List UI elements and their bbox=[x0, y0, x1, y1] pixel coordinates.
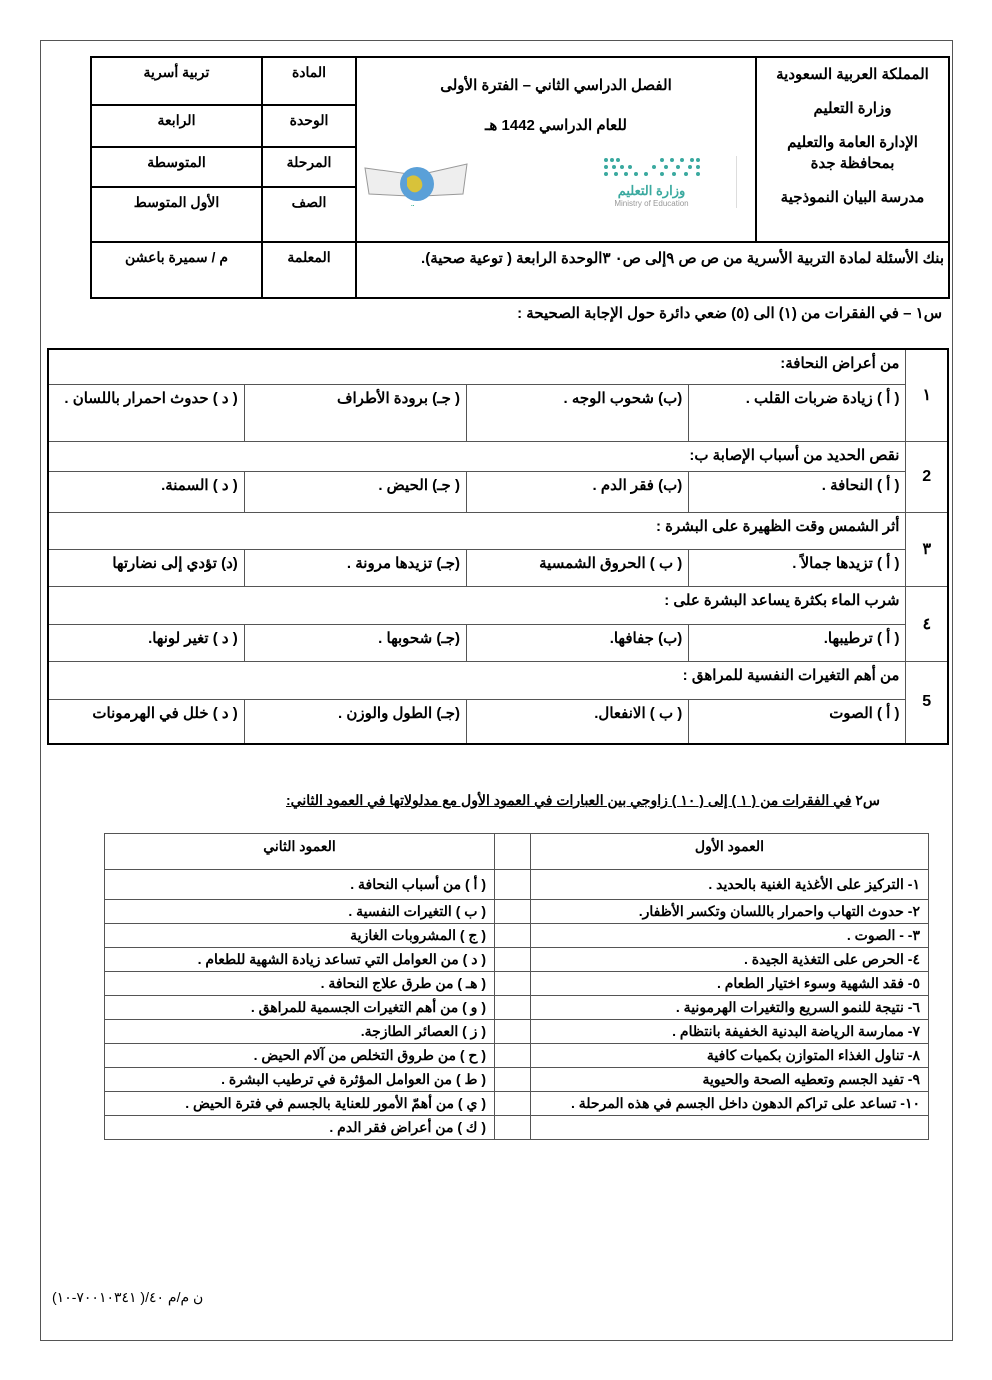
answer-blank[interactable] bbox=[495, 1116, 531, 1140]
answer-blank[interactable] bbox=[495, 948, 531, 972]
matching-row bbox=[105, 1068, 929, 1092]
q2-matching-table bbox=[104, 833, 929, 1140]
question-number: ١ bbox=[906, 349, 948, 441]
col1-item: ٣- - الصوت . bbox=[531, 924, 929, 948]
answer-blank[interactable] bbox=[495, 1068, 531, 1092]
col1-item: ٧- ممارسة الرياضة البدنية الخفيفة بانتظام . bbox=[531, 1020, 929, 1044]
answer-option[interactable]: ( أ ) الصوت bbox=[689, 699, 906, 744]
answer-blank[interactable] bbox=[495, 996, 531, 1020]
question-stem-row bbox=[48, 661, 948, 699]
answer-option[interactable]: ( أ ) النحافة . bbox=[689, 471, 906, 512]
country: المملكة العربية السعودية bbox=[776, 66, 929, 83]
col2-item: ( و ) من أهم التغيرات الجسمية للمراهق . bbox=[105, 996, 495, 1020]
ministry-logo-ar: وزارة التعليم bbox=[617, 183, 686, 198]
answer-option[interactable]: ( د ) تغير لونها. bbox=[48, 624, 244, 661]
q1-table bbox=[47, 348, 949, 745]
col1-item: ٢- حدوث التهاب واحمرار باللسان وتكسر الأظفار. bbox=[531, 900, 929, 924]
question-stem: أثر الشمس وقت الظهيرة على البشرة : bbox=[48, 512, 906, 549]
school-name: مدرسة البيان النموذجية bbox=[780, 189, 925, 206]
answer-option[interactable]: ( ب ) الانفعال. bbox=[467, 699, 689, 744]
answer-option[interactable]: ( د ) حدوث احمرار باللسان . bbox=[48, 384, 244, 441]
col2-item: ( ب ) التغيرات النفسية . bbox=[105, 900, 495, 924]
col1-item: ٤- الحرص على التغذية الجيدة . bbox=[531, 948, 929, 972]
teacher-label: المعلمة bbox=[262, 242, 356, 298]
question-number: 5 bbox=[906, 661, 948, 744]
matching-row bbox=[105, 972, 929, 996]
col2-item: ( د ) من العوامل التي تساعد زيادة الشهية للطعام . bbox=[105, 948, 495, 972]
grade-label: الصف bbox=[262, 187, 356, 242]
answer-option[interactable]: ( ب ) الحروق الشمسية bbox=[467, 549, 689, 586]
ministry-dots-icon bbox=[602, 156, 702, 180]
stage-value: المتوسطة bbox=[91, 147, 262, 187]
directorate: الإدارة العامة والتعليم بمحافظة جدة bbox=[787, 133, 918, 173]
header-table bbox=[90, 56, 950, 299]
answer-blank[interactable] bbox=[495, 900, 531, 924]
answer-blank[interactable] bbox=[495, 1020, 531, 1044]
subject-label: المادة bbox=[262, 57, 356, 105]
year: للعام الدراسي 1442 هـ bbox=[485, 117, 627, 134]
question-stem: من أهم التغيرات النفسية للمراهق : bbox=[48, 661, 906, 699]
question-number: ٤ bbox=[906, 586, 948, 661]
col2-item: ( ط ) من العوامل المؤثرة في ترطيب البشرة . bbox=[105, 1068, 495, 1092]
col1-item: ٨- تناول الغذاء المتوازن بكميات كافية bbox=[531, 1044, 929, 1068]
grade-value: الأول المتوسط bbox=[91, 187, 262, 242]
answer-option[interactable]: ( د ) السمنة. bbox=[48, 471, 244, 512]
col2-item: ( ح ) من طروق التخلص من آلام الحيض . bbox=[105, 1044, 495, 1068]
options-row bbox=[48, 471, 948, 512]
answer-blank[interactable] bbox=[495, 1092, 531, 1116]
question-stem: من أعراض النحافة: bbox=[48, 349, 906, 384]
answer-option[interactable]: (ب) فقر الدم . bbox=[467, 471, 689, 512]
col1-item: ٦- نتيجة للنمو السريع والتغيرات الهرمونية . bbox=[531, 996, 929, 1020]
footer-code: ن م/م ٤٠/( ٧٠٠١٠٣٤١-١٠) bbox=[52, 1289, 204, 1305]
col1-item bbox=[531, 1116, 929, 1140]
globe-logo bbox=[361, 160, 471, 208]
matching-row bbox=[105, 996, 929, 1020]
logo-text: .. bbox=[411, 202, 415, 208]
q2-instruction: في الفقرات من ( ١ ) إلى ( ١٠ ) زاوجي بين العبارات في العمود الأول مع مدلولاتها في العمود الثاني: bbox=[286, 792, 852, 808]
col2-header: العمود الثاني bbox=[105, 834, 495, 870]
answer-option[interactable]: (ب) جفافها. bbox=[467, 624, 689, 661]
question-number: ٣ bbox=[906, 512, 948, 586]
answer-option[interactable]: (ب) شحوب الوجه . bbox=[467, 384, 689, 441]
answer-option[interactable]: ( جـ) برودة الأطراف bbox=[244, 384, 466, 441]
matching-row bbox=[105, 900, 929, 924]
col1-item: ١- التركيز على الأغذية الغنية بالحديد . bbox=[531, 870, 929, 900]
matching-row bbox=[105, 1044, 929, 1068]
col2-item: ( ج ) المشروبات الغازية bbox=[105, 924, 495, 948]
semester-info bbox=[356, 57, 756, 242]
col1-item: ٩- تفيد الجسم وتعطيه الصحة والحيوية bbox=[531, 1068, 929, 1092]
options-row bbox=[48, 699, 948, 744]
question-stem: نقص الحديد من أسباب الإصابة ب: bbox=[48, 441, 906, 471]
col2-item: ( أ ) من أسباب النحافة . bbox=[105, 870, 495, 900]
question-stem-row bbox=[48, 512, 948, 549]
blank-header bbox=[495, 834, 531, 870]
answer-blank[interactable] bbox=[495, 972, 531, 996]
q2-number: س٢ bbox=[851, 792, 880, 808]
stage-label: المرحلة bbox=[262, 147, 356, 187]
answer-option[interactable]: ( جـ) الحيض . bbox=[244, 471, 466, 512]
col2-item: ( ز ) العصائر الطازجة. bbox=[105, 1020, 495, 1044]
matching-row bbox=[105, 948, 929, 972]
col1-header: العمود الأول bbox=[531, 834, 929, 870]
options-row bbox=[48, 624, 948, 661]
ministry: وزارة التعليم bbox=[813, 99, 892, 117]
options-row bbox=[48, 549, 948, 586]
question-stem-row bbox=[48, 586, 948, 624]
ministry-logo bbox=[577, 156, 737, 208]
col1-item: ١٠- تساعد على تراكم الدهون داخل الجسم في هذه المرحلة . bbox=[531, 1092, 929, 1116]
matching-row bbox=[105, 924, 929, 948]
col2-item: ( ي ) من أهمّ الأمور للعناية بالجسم في فترة الحيض . bbox=[105, 1092, 495, 1116]
col2-item: ( ك ) من أعراض فقر الدم . bbox=[105, 1116, 495, 1140]
school-info bbox=[756, 57, 949, 242]
question-stem-row bbox=[48, 441, 948, 471]
options-row bbox=[48, 384, 948, 441]
answer-option[interactable]: (د) تؤدي إلى نضارتها bbox=[48, 549, 244, 586]
col1-item: ٥- فقد الشهية وسوء اختيار الطعام . bbox=[531, 972, 929, 996]
answer-blank[interactable] bbox=[495, 924, 531, 948]
q2-title bbox=[286, 792, 880, 809]
answer-blank[interactable] bbox=[495, 870, 531, 900]
answer-option[interactable]: ( أ ) زيادة ضربات القلب . bbox=[689, 384, 906, 441]
col2-item: ( هـ ) من طرق علاج النحافة . bbox=[105, 972, 495, 996]
matching-row bbox=[105, 1020, 929, 1044]
unit-value: الرابعة bbox=[91, 105, 262, 147]
matching-row bbox=[105, 1092, 929, 1116]
matching-row bbox=[105, 1116, 929, 1140]
question-stem-row bbox=[48, 349, 948, 384]
teacher-value: م / سميرة باعشن bbox=[91, 242, 262, 298]
bank-title: بنك الأسئلة لمادة التربية الأسرية من ص ص ٩إلى ص٠ ٣الوحدة الرابعة ( توعية صحية). bbox=[356, 242, 949, 298]
answer-option[interactable]: ( أ ) تزيدها جمالاً . bbox=[689, 549, 906, 586]
answer-option[interactable]: (جـ) شحوبها . bbox=[244, 624, 466, 661]
answer-option[interactable]: ( د ) خلل في الهرمونات bbox=[48, 699, 244, 744]
question-stem: شرب الماء بكثرة يساعد البشرة على : bbox=[48, 586, 906, 624]
answer-option[interactable]: (جـ) الطول والوزن . bbox=[244, 699, 466, 744]
answer-option[interactable]: ( أ ) ترطيبها. bbox=[689, 624, 906, 661]
unit-label: الوحدة bbox=[262, 105, 356, 147]
question-number: 2 bbox=[906, 441, 948, 512]
ministry-logo-en: Ministry of Education bbox=[614, 199, 689, 208]
q1-title: س١ – في الفقرات من (١) الى (٥) ضعي دائرة حول الإجابة الصحيحة : bbox=[517, 305, 942, 322]
semester: الفصل الدراسي الثاني – الفترة الأولى bbox=[440, 77, 672, 94]
answer-blank[interactable] bbox=[495, 1044, 531, 1068]
matching-row bbox=[105, 870, 929, 900]
subject-value: تربية أسرية bbox=[91, 57, 262, 105]
answer-option[interactable]: (جـ) تزيدها مرونة . bbox=[244, 549, 466, 586]
